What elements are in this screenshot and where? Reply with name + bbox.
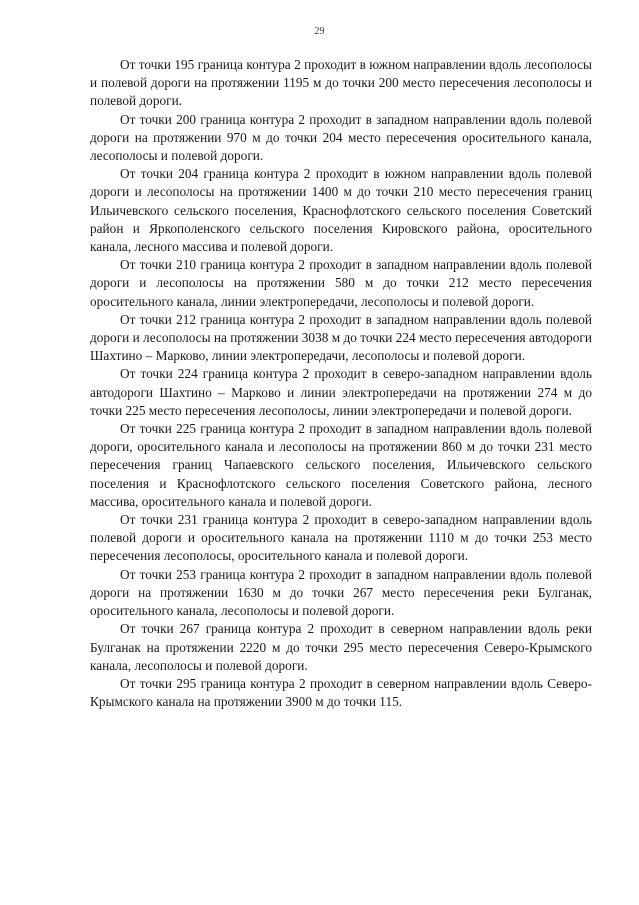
paragraph: От точки 253 граница контура 2 проходит в западном направлении вдоль полевой дороги на протяжении 1630 м до точки 267 место пересечения реки Булганак, оросительного канала, лесополосы и полевой дороги. (90, 566, 592, 619)
paragraph: От точки 295 граница контура 2 проходит в северном направлении вдоль Северо-Крымского канала на протяжении 3900 м до точки 115. (90, 675, 592, 710)
paragraph: От точки 225 граница контура 2 проходит в западном направлении вдоль полевой дороги, оросительного канала и лесополосы на протяжении 860 м до точки 231 место пересечения границ Чапаевского сельского поселения, Ильичевского сельского поселения и Краснофлотского сельского поселения Советского района, лесного массива, оросительного канала и полевой дороги. (90, 421, 592, 509)
paragraph: От точки 195 граница контура 2 проходит в южном направлении вдоль лесополосы и полевой дороги на протяжении 1195 м до точки 200 место пересечения лесополосы и полевой дороги. (90, 57, 592, 109)
paragraph: От точки 210 граница контура 2 проходит в западном направлении вдоль полевой дороги и лесополосы на протяжении 580 м до точки 212 место пересечения оросительного канала, линии электропередачи, лесополосы и полевой дороги. (90, 257, 592, 309)
paragraph: От точки 231 граница контура 2 проходит в северо-западном направлении вдоль полевой дороги и оросительного канала на протяжении 1110 м до точки 253 место пересечения лесополосы, оросительного канала и полевой дороги. (90, 512, 592, 564)
paragraph: От точки 267 граница контура 2 проходит в северном направлении вдоль реки Булганак на протяжении 2220 м до точки 295 место пересечения Северо-Крымского канала, лесополосы и полевой дороги. (90, 621, 592, 673)
paragraph: От точки 204 граница контура 2 проходит в южном направлении вдоль полевой дороги и лесополосы на протяжении 1400 м до точки 210 место пересечения границ Ильичевского сельского поселения, Краснофлотского сельского поселения Советский район и Яркополенского сельского поселения Кировского района, оросительного канала, лесного массива и полевой дороги. (90, 166, 592, 255)
paragraph: От точки 224 граница контура 2 проходит в северо-западном направлении вдоль автодороги Шахтино – Марково и линии электропередачи на протяжении 274 м до точки 225 место пересечения лесополосы, линии электропередачи и полевой дороги. (90, 366, 592, 418)
paragraph: От точки 212 граница контура 2 проходит в западном направлении вдоль полевой дороги и лесополосы на протяжении 3038 м до точки 224 место пересечения автодороги Шахтино – Марково, линии электропередачи, лесополосы и полевой дороги. (90, 311, 592, 364)
document-body (90, 56, 592, 711)
paragraph: От точки 200 граница контура 2 проходит в западном направлении вдоль полевой дороги на протяжении 970 м до точки 204 место пересечения оросительного канала, лесополосы и полевой дороги. (90, 111, 592, 164)
page-number: 29 (314, 26, 325, 37)
